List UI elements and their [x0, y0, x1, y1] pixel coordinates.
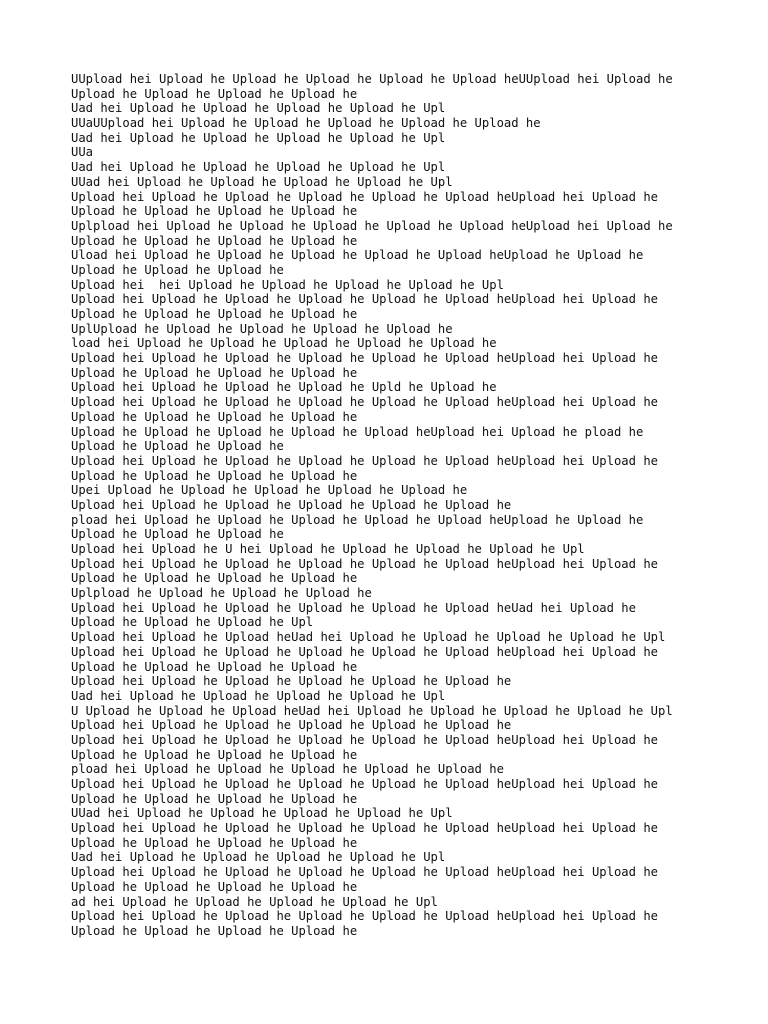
text-line: Upload he Upload he Upload he Upload he	[71, 747, 358, 762]
text-line: Uload hei Upload he Upload he Upload he Upload he Upload heUpload he Upload he	[71, 248, 644, 263]
text-line: Upload he Upload he Upload he	[71, 262, 284, 277]
text-line: Upload he Upload he Upload he Upload he	[71, 233, 358, 248]
text-line: ad hei Upload he Upload he Upload he Upload he Upl	[71, 894, 438, 909]
text-line: UUa	[71, 145, 94, 160]
text-line: Upload hei Upload he Upload he Upload he Upload he Upload heUpload hei Upload he	[71, 644, 658, 659]
text-line: Upload he Upload he Upload he Upload he	[71, 86, 358, 101]
text-line: Uad hei Upload he Upload he Upload he Upload he Upl	[71, 850, 446, 865]
text-line: Uad hei Upload he Upload he Upload he Upload he Upl	[71, 688, 446, 703]
text-line: Upload he Upload he Upload he Upload he	[71, 365, 358, 380]
text-line: U Upload he Upload he Upload heUad hei Upload he Upload he Upload he Upload he Upl	[71, 703, 673, 718]
text-line: Upload hei hei Upload he Upload he Upload he Upload he Upl	[71, 277, 504, 292]
text-line: Upload hei Upload he Upload he Upload he Upload he Upload heUad hei Upload he	[71, 600, 636, 615]
text-line: Upload he Upload he Upload he Upload he	[71, 204, 358, 219]
text-line: Upload he Upload he Upload he Upload he	[71, 923, 358, 938]
text-line: Upload hei Upload he Upload he Upload he Upload he Upload heUpload hei Upload he	[71, 556, 658, 571]
text-line: Upload hei Upload he Upload he Upload he Upload he Upload heUpload hei Upload he	[71, 395, 658, 410]
text-line: UUpload hei Upload he Upload he Upload he Upload he Upload heUUpload hei Upload he	[71, 72, 673, 86]
text-line: pload hei Upload he Upload he Upload he Upload he Upload he	[71, 762, 504, 777]
text-line: Upload hei Upload he Upload he Upload he Upload he Upload he	[71, 497, 512, 512]
text-line: pload hei Upload he Upload he Upload he Upload he Upload heUpload he Upload he	[71, 512, 644, 527]
text-line: UUad hei Upload he Upload he Upload he Upload he Upl	[71, 806, 453, 821]
text-line: Uplpload he Upload he Upload he Upload he	[71, 586, 372, 601]
text-line: Upload hei Upload he Upload he Upload he Upload he Upload heUpload hei Upload he	[71, 292, 658, 307]
text-line: UplUpload he Upload he Upload he Upload he Upload he	[71, 321, 453, 336]
text-line: Upload hei Upload he Upload he Upload he Upload he Upload heUpload hei Upload he	[71, 865, 658, 880]
text-line: Uad hei Upload he Upload he Upload he Upload he Upl	[71, 101, 446, 116]
text-line: Upload hei Upload he Upload he Upload he Upload he Upload heUpload hei Upload he	[71, 909, 658, 924]
text-line: Uad hei Upload he Upload he Upload he Upload he Upl	[71, 160, 446, 175]
text-line: Upload hei Upload he Upload heUad hei Upload he Upload he Upload he Upload he Upl	[71, 630, 666, 645]
text-line: Uplpload hei Upload he Upload he Upload he Upload he Upload heUpload hei Upload he	[71, 218, 673, 233]
text-line: Upload hei Upload he Upload he Upload he Upload he Upload heUpload hei Upload he	[71, 189, 658, 204]
text-line: Upload hei Upload he Upload he Upload he Upload he Upload heUpload hei Upload he	[71, 453, 658, 468]
text-line: Upload he Upload he Upload he Upload he	[71, 835, 358, 850]
text-line: Upload he Upload he Upload he Upload he	[71, 879, 358, 894]
text-line: Upload hei Upload he Upload he Upload he Upload he Upload heUpload hei Upload he	[71, 351, 658, 366]
text-line: Upload he Upload he Upload he Upload he	[71, 307, 358, 321]
text-line: load hei Upload he Upload he Upload he Upload he Upload he	[71, 336, 497, 351]
text-line: Upload he Upload he Upload he	[71, 439, 284, 454]
text-line: Upload he Upload he Upload he Upl	[71, 615, 314, 630]
text-line: Upload hei Upload he Upload he Upload he Upload he Upload he	[71, 674, 512, 689]
text-line: Upload he Upload he Upload he Upload he	[71, 659, 358, 674]
text-line: Upload he Upload he Upload he Upload he	[71, 409, 358, 424]
text-line: Upei Upload he Upload he Upload he Upload he Upload he	[71, 483, 468, 498]
text-line: Upload he Upload he Upload he Upload he	[71, 468, 358, 483]
document-body	[71, 72, 711, 939]
text-line: Upload he Upload he Upload he	[71, 527, 284, 542]
text-line: Upload hei Upload he Upload he Upload he Upload he Upload heUpload hei Upload he	[71, 821, 658, 836]
text-line: Upload hei Upload he Upload he Upload he Upload he Upload he	[71, 718, 512, 733]
text-line: Upload he Upload he Upload he Upload he	[71, 791, 358, 806]
text-line: UUad hei Upload he Upload he Upload he Upload he Upl	[71, 174, 453, 189]
text-line: Upload hei Upload he Upload he Upload he Upload he Upload heUpload hei Upload he	[71, 777, 658, 791]
text-line: Uad hei Upload he Upload he Upload he Upload he Upl	[71, 130, 446, 145]
text-line: Upload hei Upload he U hei Upload he Upload he Upload he Upload he Upl	[71, 542, 585, 556]
text-line: Upload he Upload he Upload he Upload he	[71, 571, 358, 586]
text-line: UUaUUpload hei Upload he Upload he Upload he Upload he Upload he	[71, 116, 541, 131]
text-line: Upload he Upload he Upload he Upload he Upload heUpload hei Upload he pload he	[71, 424, 644, 439]
text-line: Upload hei Upload he Upload he Upload he Upld he Upload he	[71, 380, 497, 395]
text-line: Upload hei Upload he Upload he Upload he Upload he Upload heUpload hei Upload he	[71, 732, 658, 747]
